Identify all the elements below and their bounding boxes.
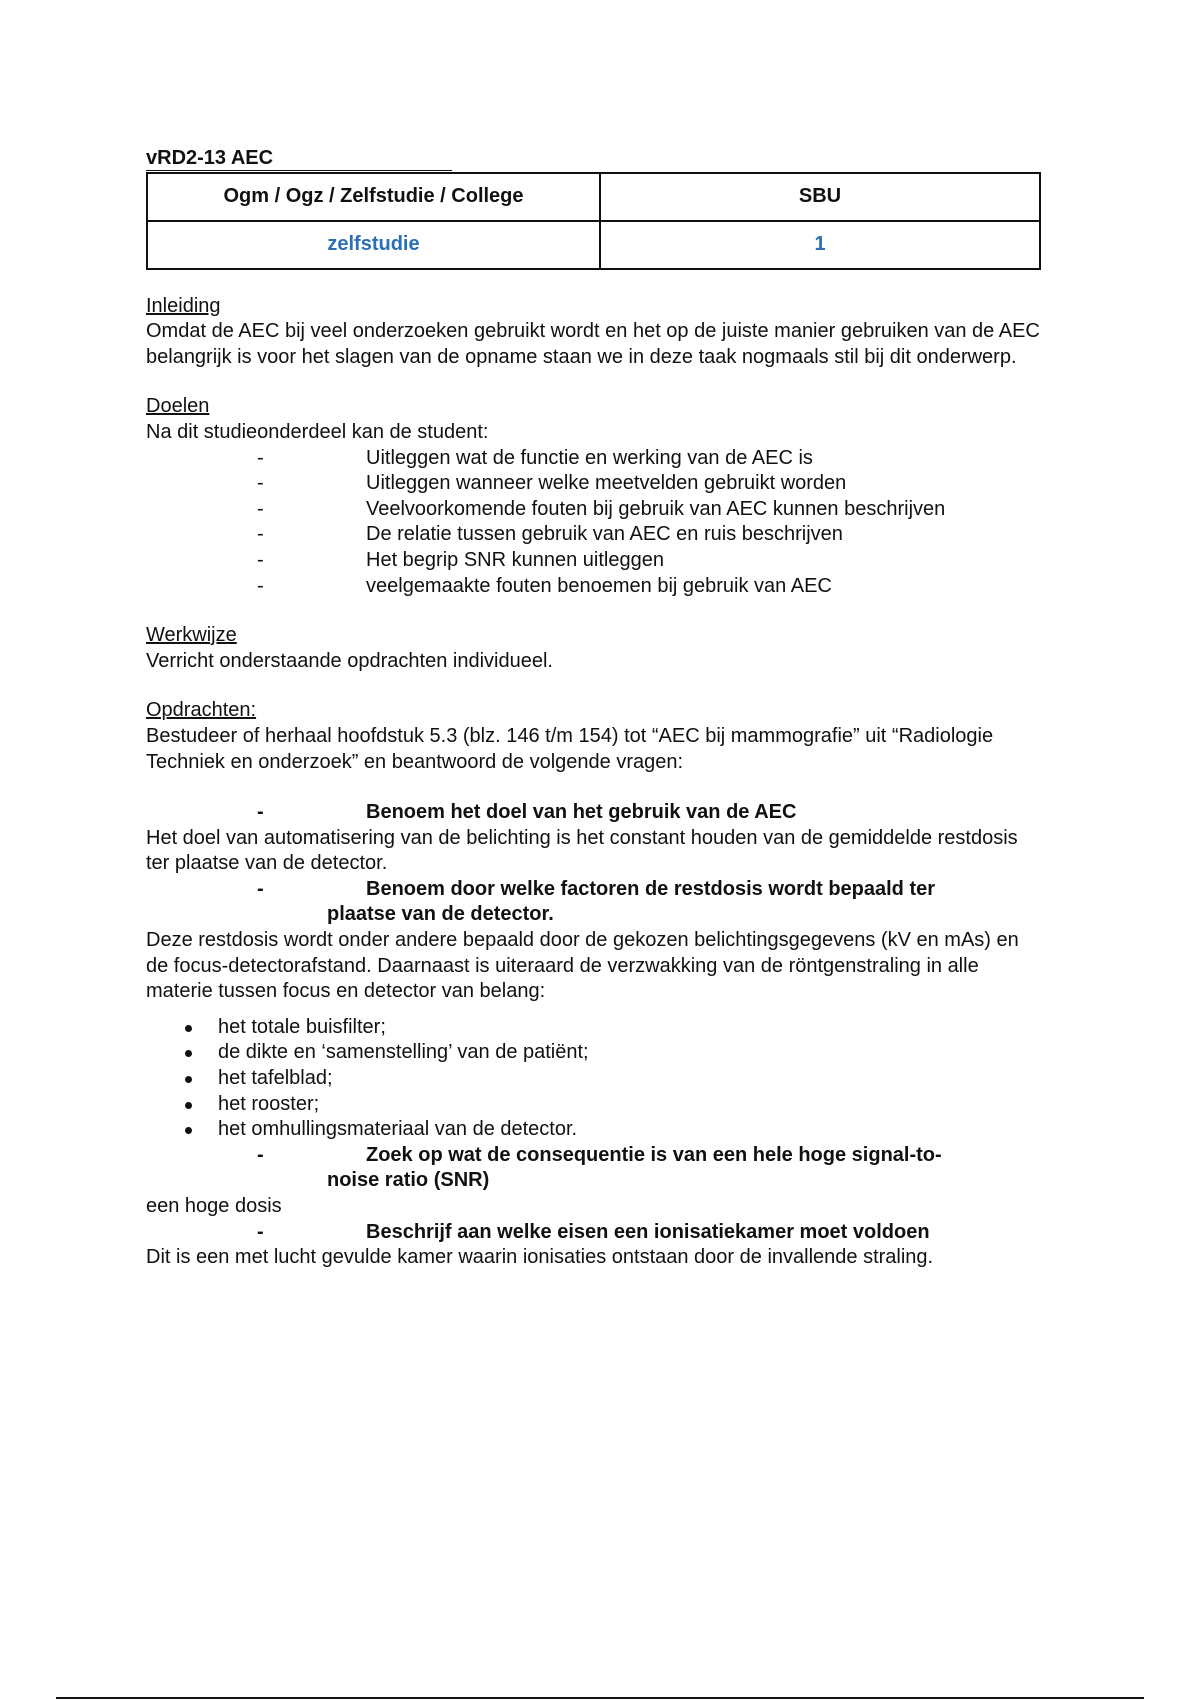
dash-marker: - — [257, 548, 264, 571]
question-3 — [146, 1143, 1046, 1194]
question-4 — [146, 1220, 1046, 1246]
list-item-text: het totale buisfilter; — [218, 1015, 386, 1038]
answer-2: Deze restdosis wordt onder andere bepaald door de gekozen belichtingsgegevens (kV en mAs) en de focus-detectorafstand. Daarnaast is uiteraard de verzwakking van de röntgenstraling in alle materie tussen focus en detector van belang: — [146, 929, 1019, 1003]
heading-doelen: Doelen — [146, 395, 210, 418]
question-text: Beschrijf aan welke eisen een ionisatiekamer moet voldoen — [366, 1220, 930, 1243]
list-item-text: het omhullingsmateriaal van de detector. — [218, 1118, 578, 1141]
bullet-icon — [185, 1025, 192, 1032]
dash-marker: - — [257, 523, 264, 546]
list-item — [146, 522, 1046, 548]
opdrachten-intro: Bestudeer of herhaal hoofdstuk 5.3 (blz. 146 t/m 154) tot “AEC bij mammografie” uit “Radiologie Techniek en onderzoek” en beantwoord de volgende vragen: — [146, 724, 994, 773]
list-item — [146, 471, 1046, 497]
list-item — [146, 1092, 1046, 1118]
dash-marker: - — [257, 1220, 264, 1243]
list-item — [146, 497, 1046, 523]
question-text-cont: noise ratio (SNR) — [327, 1169, 490, 1192]
section-doelen — [146, 394, 1046, 599]
dash-marker: - — [257, 801, 264, 824]
list-item — [146, 1117, 1046, 1143]
table-header-sbu: SBU — [600, 173, 1040, 221]
list-item — [146, 446, 1046, 472]
heading-inleiding: Inleiding — [146, 294, 221, 317]
table-cell-sbu: 1 — [600, 221, 1040, 269]
dash-marker: - — [257, 1143, 264, 1166]
info-table — [146, 172, 1041, 270]
table-header-row — [147, 173, 1040, 221]
bullet-icon — [185, 1127, 192, 1134]
section-inleiding — [146, 294, 1046, 371]
list-item — [146, 574, 1046, 600]
inleiding-text: Omdat de AEC bij veel onderzoeken gebruikt wordt en het op de juiste manier gebruiken van de AEC belangrijk is voor het slagen van de opname staan we in deze taak nogmaals stil bij dit onderwerp. — [146, 320, 1040, 368]
heading-werkwijze: Werkwijze — [146, 624, 237, 647]
list-item — [146, 1015, 1046, 1041]
list-item-text: Uitleggen wat de functie en werking van de AEC is — [366, 446, 813, 469]
question-text-cont: plaatse van de detector. — [327, 903, 554, 926]
dash-marker: - — [257, 877, 264, 900]
doelen-intro: Na dit studieonderdeel kan de student: — [146, 420, 489, 443]
list-item-text: Het begrip SNR kunnen uitleggen — [366, 548, 664, 571]
bullet-icon — [185, 1050, 192, 1057]
factor-list — [146, 1015, 1046, 1143]
question-text: Benoem het doel van het gebruik van de AEC — [366, 801, 797, 824]
dash-marker: - — [257, 446, 264, 469]
table-header-type: Ogm / Ogz / Zelfstudie / College — [147, 173, 600, 221]
answer-4: Dit is een met lucht gevulde kamer waarin ionisaties ontstaan door de invallende straling. — [146, 1246, 934, 1269]
document-page — [146, 146, 1046, 1271]
question-2 — [146, 877, 1046, 928]
heading-opdrachten: Opdrachten: — [146, 699, 257, 722]
dash-marker: - — [257, 497, 264, 520]
document-title: vRD2-13 AEC — [146, 146, 452, 171]
list-item-text: Uitleggen wanneer welke meetvelden gebruikt worden — [366, 472, 847, 495]
list-item — [146, 1066, 1046, 1092]
list-item-text: Veelvoorkomende fouten bij gebruik van AEC kunnen beschrijven — [366, 497, 946, 520]
table-cell-type: zelfstudie — [147, 221, 600, 269]
bullet-icon — [185, 1102, 192, 1109]
answer-3: een hoge dosis — [146, 1195, 282, 1217]
doelen-list — [146, 446, 1046, 600]
section-opdrachten — [146, 698, 1046, 1270]
bullet-icon — [185, 1076, 192, 1083]
section-werkwijze — [146, 623, 1046, 674]
list-item-text: De relatie tussen gebruik van AEC en ruis beschrijven — [366, 523, 843, 546]
list-item-text: de dikte en ‘samenstelling’ van de patiënt; — [218, 1041, 589, 1064]
list-item-text: veelgemaakte fouten benoemen bij gebruik van AEC — [366, 574, 832, 597]
dash-marker: - — [257, 574, 264, 597]
question-text: Zoek op wat de consequentie is van een hele hoge signal-to- — [366, 1143, 942, 1166]
table-row — [147, 221, 1040, 269]
list-item — [146, 1040, 1046, 1066]
list-item — [146, 548, 1046, 574]
question-1 — [146, 800, 1046, 826]
page-footer-rule — [56, 1697, 1144, 1699]
dash-marker: - — [257, 472, 264, 495]
list-item-text: het rooster; — [218, 1092, 320, 1115]
list-item-text: het tafelblad; — [218, 1067, 333, 1090]
werkwijze-text: Verricht onderstaande opdrachten individueel. — [146, 649, 553, 672]
answer-1: Het doel van automatisering van de belichting is het constant houden van de gemiddelde restdosis ter plaatse van de detector. — [146, 826, 1018, 875]
question-text: Benoem door welke factoren de restdosis wordt bepaald ter — [366, 877, 936, 900]
